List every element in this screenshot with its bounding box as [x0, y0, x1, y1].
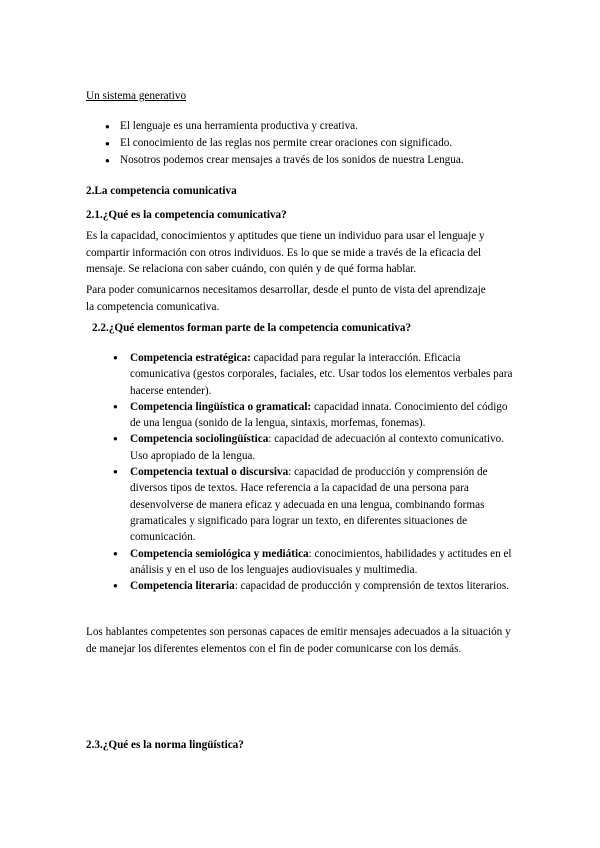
competency-term: Competencia estratégica:: [130, 352, 251, 364]
competency-term: Competencia textual o discursiva: [130, 466, 289, 479]
list-item: ● El conocimiento de las reglas nos permite crear oraciones con significado.: [105, 135, 545, 152]
list-item: [113, 350, 513, 399]
list-item: [113, 464, 513, 545]
heading-2: 2.La competencia comunicativa: [86, 185, 237, 197]
list-item: ● El lenguaje es una herramienta productiva y creativa.: [105, 118, 545, 135]
list-item: ● Nosotros podemos crear mensajes a través de los sonidos de nuestra Lengua.: [105, 152, 545, 169]
competency-term: Competencia lingüística o gramatical:: [130, 400, 312, 413]
competency-desc: capacidad innata. Conocimiento del código de una lengua (sonido de la lengua, sintaxis, morfemas, fonemas).: [130, 400, 508, 430]
paragraph-definition: Es la capacidad, conocimientos y aptitudes que tiene un individuo para usar el lenguaje y compartir información con otros individuos. Es lo que se mide a través de la eficacia del mensaje. Se relaciona con saber cuándo, con quién y de qué forma hablar.: [86, 230, 485, 275]
competency-desc: capacidad para regular la interacción. Eficacia comunicativa (gestos corporales, faciales, etc. Usar todos los elementos verbales para hacerse entender).: [130, 352, 513, 397]
competency-desc: : capacidad de producción y comprensión de textos literarios.: [234, 580, 510, 593]
competency-term: Competencia semiológica y mediática: [130, 547, 309, 560]
list-item: [113, 399, 513, 432]
competency-term: Competencia sociolingüística: [130, 433, 269, 446]
competency-desc: : capacidad de producción y comprensión de diversos tipos de textos. Hace referencia a la capacidad de una persona para desenvolverse de manera eficaz y adecuada en una lengua, combinando formas gramaticales y significado para lograr un texto, en diferentes situaciones de comunicación.: [130, 466, 488, 544]
list-item: [113, 431, 513, 464]
list-item: [113, 578, 513, 594]
paragraph-learning: Para poder comunicarnos necesitamos desarrollar, desde el punto de vista del aprendizaje la competencia comunicativa.: [86, 284, 486, 313]
competency-desc: : capacidad de adecuación al contexto comunicativo. Uso apropiado de la lengua.: [130, 433, 505, 462]
heading-2-3: 2.3.¿Qué es la norma lingüística?: [86, 739, 244, 751]
competency-desc: : conocimientos, habilidades y actitudes en el análisis y en el uso de los lenguajes audiovisuales y multimedia.: [130, 547, 512, 576]
heading-2-1: 2.1.¿Qué es la competencia comunicativa?: [86, 209, 287, 221]
paragraph-competent-speakers: Los hablantes competentes son personas capaces de emitir mensajes adecuados a la situación y de manejar los diferentes elementos con el fin de poder comunicarse con los demás.: [86, 626, 511, 655]
list-item: [113, 546, 513, 579]
heading-2-2: 2.2.¿Qué elementos forman parte de la competencia comunicativa?: [92, 322, 412, 334]
generative-list: [105, 118, 545, 169]
section-title: Un sistema generativo: [86, 90, 187, 102]
competencies-list: [113, 350, 513, 594]
competency-term: Competencia literaria: [130, 580, 235, 593]
